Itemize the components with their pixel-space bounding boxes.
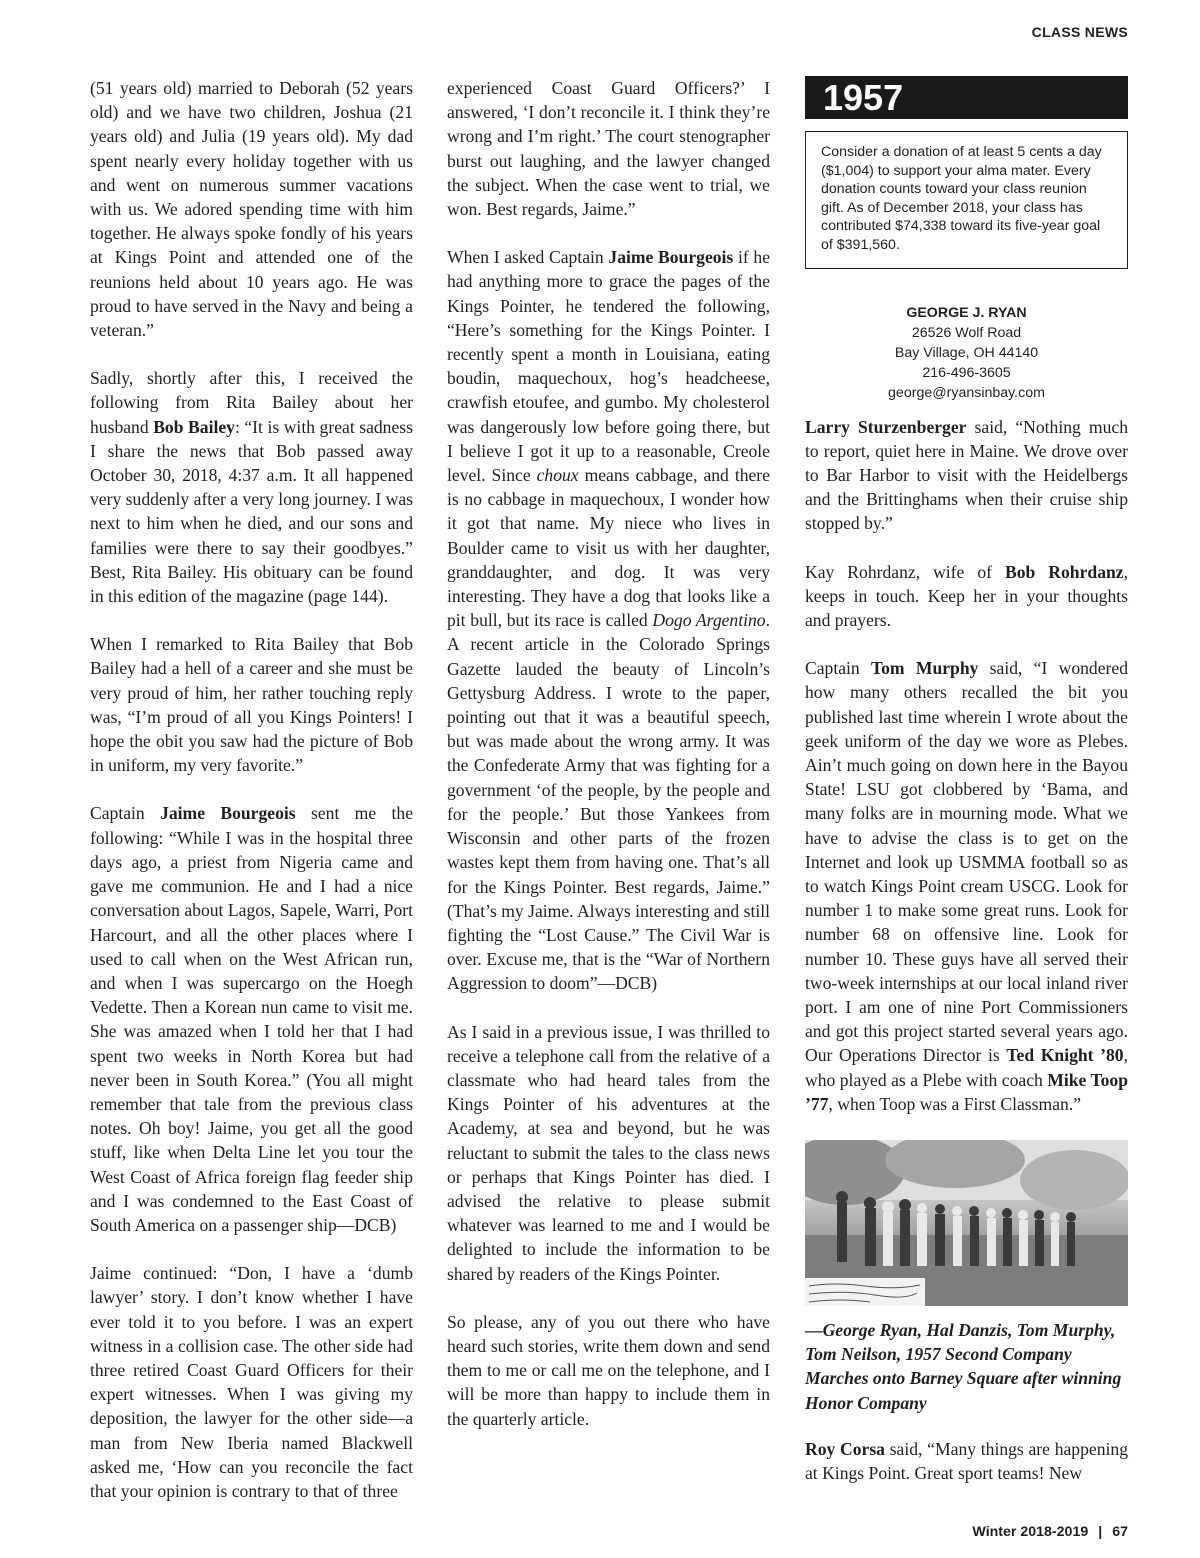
issue-label: Winter 2018-2019 (972, 1524, 1089, 1540)
class-year-heading: 1957 (805, 76, 1128, 119)
donation-notice: Consider a donation of at least 5 cents a day ($1,004) to support your alma mater. Every donation counts toward your class reunion gift. As of December 2018, your class has contributed $74,338 toward its five-year goal of $391,560. (805, 131, 1128, 269)
person-name: Bob Bailey (153, 416, 235, 437)
contact-email: george@ryansinbay.com (888, 384, 1045, 401)
paragraph: Roy Corsa said, “Many things are happening at Kings Point. Great sport teams! New (805, 1438, 1128, 1484)
column-1 (90, 76, 413, 1527)
person-name: Jaime Bourgeois (608, 247, 734, 268)
column-2 (447, 76, 770, 1455)
person-name: Larry Sturzenberger (805, 416, 967, 437)
person-name: Roy Corsa (805, 1438, 885, 1459)
person-name: Tom Murphy (871, 658, 979, 679)
person-name: Mike Toop ’77 (805, 1069, 1128, 1114)
contact-street: 26526 Wolf Road (911, 324, 1022, 341)
paragraph: So please, any of you out there who have heard such stories, write them down and send them to me or call me on the telephone, and I will be more than happy to include them in the quarterly article. (447, 1311, 770, 1429)
page-footer (972, 1524, 1128, 1540)
photo-caption: —George Ryan, Hal Danzis, Tom Murphy, Tom Neilson, 1957 Second Company Marches onto Barney Square after winning Honor Company (805, 1320, 1122, 1413)
footer-separator: | (1098, 1524, 1103, 1540)
person-name: Ted Knight ’80 (1006, 1045, 1124, 1066)
paragraph: When I asked Captain Jaime Bourgeois if he had anything more to grace the pages of the Kings Pointer, he tendered the following, “Here’s something for the Kings Pointer. I recently spent a month in Louisiana, eating boudin, maquechoux, hog’s headcheese, crawfish etoufee, and gumbo. My cholesterol was dangerously low before going there, but I believe I got it up to a reasonable, Creole level. Since choux means cabbage, and there is no cabbage in maquechoux, I wonder how it got that name. My niece who lives in Boulder came to visit us with her daughter, granddaughter, and dog. It was very interesting. They have a dog that looks like a pit bull, but its race is called Dogo Argentino. A recent article in the Colorado Springs Gazette lauded the beauty of Lincoln’s Gettysburg Address. I wrote to the paper, pointing out that it was a beautiful speech, but was made about the wrong army. It was the Confederate Army that was fighting for a government ‘of the people, by the people and for the people.’ But those Yankees from Wisconsin and other parts of the frozen wastes kept them from having one. That’s all for the Kings Pointer. Best regards, Jaime.” (That’s my Jaime. Always interesting and still fighting the “Lost Cause.” The Civil War is over. Excuse me, that is the “War of Northern Aggression to doom”—DCB) (447, 247, 771, 994)
contact-city: Bay Village, OH 44140 (894, 344, 1039, 361)
paragraph: Larry Sturzenberger said, “Nothing much to report, quiet here in Maine. We drove over to Bar Harbor to visit with the Heidelbergs and the Brittinghams when their cruise ship stopped by.” (805, 416, 1128, 534)
page-number: 67 (1112, 1524, 1128, 1540)
paragraph: As I said in a previous issue, I was thrilled to receive a telephone call from the relative of a classmate who had heard tales from the Kings Pointer of his adventures at the Academy, at sea and beyond, but he was reluctant to submit the tales to the class news or perhaps that Kings Pointer has died. I advised the relative to please submit whatever was learned to me and I would be delighted to include the information to be shared by readers of the Kings Pointer. (447, 1021, 770, 1284)
paragraph: experienced Coast Guard Officers?’ I answered, ‘I don’t reconcile it. I think they’re wrong and I’m right.’ The court stenographer burst out laughing, and the lawyer changed the subject. When the case went to trial, we won. Best regards, Jaime.” (447, 78, 770, 220)
person-name: Bob Rohrdanz (1005, 561, 1124, 582)
contact-phone: 216-496-3605 (922, 364, 1011, 381)
paragraph: Kay Rohrdanz, wife of Bob Rohrdanz, keeps in touch. Keep her in your thoughts and prayers. (805, 561, 1128, 630)
paragraph: Jaime continued: “Don, I have a ‘dumb lawyer’ story. I don’t know whether I have ever told it to you before. I was an expert witness in a collision case. The other side had three retired Coast Guard Officers for their expert witnesses. When I was giving my deposition, the lawyer for the other side—a man from New Iberia named Blackwell asked me, ‘How can you reconcile the fact that your opinion is contrary to that of three (90, 1263, 413, 1501)
photo-drawing (805, 1140, 1128, 1306)
paragraph: Captain Tom Murphy said, “I wondered how many others recalled the bit you published last time wherein I wrote about the geek uniform of the day we wore as Plebes. Ain’t much going on down here in the Bayou State! LSU got clobbered by ‘Bama, and many folks are in mourning mode. What we have to advise the class is to get on the Internet and look up USMMA football so as to watch Kings Point cream USCG. Look for number 1 to make some great runs. Look for number 68 on offensive line. Look for number 10. These guys have all served their two-week internships at our local inland river port. I am one of nine Port Commissioners and got this project started several years ago. Our Operations Director is Ted Knight ’80, who played as a Plebe with coach Mike Toop ’77, when Toop was a First Classman.” (805, 658, 1128, 1114)
column-3 (805, 76, 1128, 1509)
paragraph: When I remarked to Rita Bailey that Bob Bailey had a hell of a career and she must be very proud of him, her rather touching reply was, “I’m proud of all you Kings Pointers! I hope the obit you saw had the picture of Bob in uniform, my very favorite.” (90, 634, 413, 776)
person-name: Jaime Bourgeois (160, 803, 296, 824)
paragraph: (51 years old) married to Deborah (52 years old) and we have two children, Joshua (21 years old) and Julia (19 years old). My dad spent nearly every holiday together with us and went on numerous summer vacations with us. We adored spending time with him together. He always spoke fondly of his years at Kings Point and attended one of the reunions held about 10 years ago. He was proud to have served in the Navy and being a veteran.” (90, 78, 413, 341)
paragraph: Sadly, shortly after this, I received the following from Rita Bailey about her husband Bob Bailey: “It is with great sadness I share the news that Bob passed away October 30, 2018, 4:37 a.m. It all happened very suddenly after a very long journey. I was next to him when he died, and our sons and families were there to say their goodbyes.” Best, Rita Bailey. His obituary can be found in this edition of the magazine (page 144). (90, 368, 413, 607)
class-contact (805, 303, 1128, 403)
contact-name: GEORGE J. RYAN (906, 304, 1027, 321)
section-label: CLASS NEWS (1031, 24, 1128, 40)
paragraph: Captain Jaime Bourgeois sent me the following: “While I was in the hospital three days ago, a priest from Nigeria came and gave me communion. He and I had a nice conversation about Lagos, Sapele, Warri, Port Harcourt, and all the other places where I used to call when on the West African run, and when I was supercargo on the Hoegh Vedette. Then a Korean nun came to visit me. She was amazed when I told her that I had spent two weeks in North Korea but had never been in South Korea.” (You all might remember that tale from the previous class notes. Oh boy! Jaime, you get all the good stuff, like when Delta Line let you tour the West Coast of Africa foreign flag feeder ship and I was condemned to the East Coast of South America on a passenger ship—DCB) (90, 803, 414, 1235)
marching-photo (805, 1140, 1128, 1306)
